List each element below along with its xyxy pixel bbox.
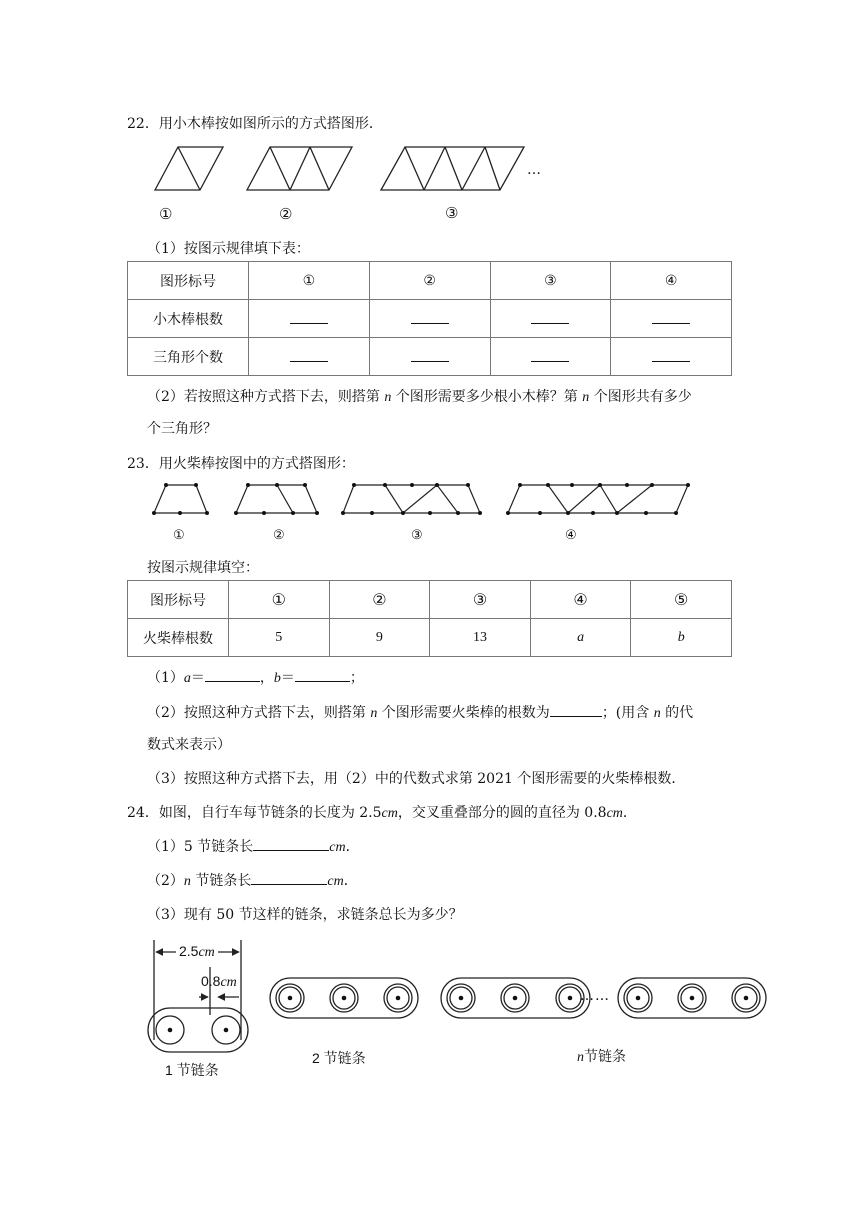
table-header-cell: ④ bbox=[530, 581, 631, 619]
table-row bbox=[128, 300, 732, 338]
text-segment: ； bbox=[349, 670, 364, 686]
q24-title bbox=[127, 802, 637, 822]
q24-chain-figure bbox=[0, 935, 860, 1095]
answer-blank-cell bbox=[249, 338, 370, 376]
answer-blank-cell bbox=[611, 300, 732, 338]
q22-ellipsis: … bbox=[527, 162, 541, 178]
table-row bbox=[128, 262, 732, 300]
table-cell: 5 bbox=[229, 619, 330, 657]
text-segment: （1）5 节链条长 bbox=[147, 839, 254, 855]
q23-intro: 按图示规律填空： bbox=[147, 560, 259, 576]
text-segment: ． bbox=[343, 873, 358, 889]
q23-figure-label-4: ④ bbox=[565, 528, 577, 543]
table-cell: 13 bbox=[430, 619, 531, 657]
unit: cm bbox=[381, 806, 398, 821]
q24-part3: （3）现有 50 节这样的链条，求链条总长为多少？ bbox=[147, 907, 463, 923]
text-segment: ＝ bbox=[190, 670, 205, 686]
q22-figure-label-1: ① bbox=[159, 205, 173, 223]
answer-blank bbox=[531, 309, 569, 324]
answer-blank-cell bbox=[369, 338, 490, 376]
q23-table bbox=[127, 580, 732, 657]
answer-blank bbox=[531, 347, 569, 362]
table-header-cell: ① bbox=[229, 581, 330, 619]
variable-n: n bbox=[577, 1050, 584, 1065]
q22-figure-label-3: ③ bbox=[445, 204, 459, 222]
answer-blank-cell bbox=[369, 300, 490, 338]
table-header-cell: 图形标号 bbox=[128, 262, 249, 300]
table-row bbox=[128, 338, 732, 376]
q22-figure-label-2: ② bbox=[279, 205, 293, 223]
table-row bbox=[128, 619, 732, 657]
text-segment: ． bbox=[345, 839, 360, 855]
variable-n: n bbox=[384, 390, 392, 405]
q23-figure-label-2: ② bbox=[273, 528, 285, 543]
text-segment: （2） bbox=[147, 873, 184, 889]
variable-n: n bbox=[370, 706, 378, 721]
answer-blank bbox=[652, 309, 690, 324]
chain-label-2: 2 节链条 bbox=[312, 1050, 366, 1066]
text-segment: 24．如图，自行车每节链条的长度为 2.5 bbox=[127, 805, 382, 821]
table-header-cell: 图形标号 bbox=[128, 581, 229, 619]
q23-figure-label-1: ① bbox=[173, 528, 185, 543]
table-cell: a bbox=[530, 619, 631, 657]
variable-a: a bbox=[183, 671, 191, 686]
text-segment: ＝ bbox=[280, 670, 295, 686]
chain-dots: …… bbox=[580, 988, 610, 1004]
q22-part2-line2: 个三角形？ bbox=[147, 421, 217, 437]
chain-label-n bbox=[577, 1046, 626, 1066]
text-segment: （1） bbox=[147, 670, 184, 686]
q23-part1 bbox=[147, 667, 364, 687]
text-segment: （2）若按照这种方式搭下去，则搭第 bbox=[147, 389, 385, 405]
text-segment: 节链条长 bbox=[190, 873, 252, 889]
table-header-cell: ③ bbox=[490, 262, 611, 300]
text-segment: 个图形需要火柴棒的根数为 bbox=[377, 705, 550, 721]
answer-blank-cell bbox=[249, 300, 370, 338]
table-cell: 9 bbox=[329, 619, 430, 657]
answer-blank bbox=[253, 836, 329, 851]
variable-n: n bbox=[183, 874, 191, 889]
unit: cm bbox=[220, 975, 237, 990]
text-segment: ． bbox=[622, 805, 637, 821]
table-header-cell: ④ bbox=[611, 262, 732, 300]
answer-blank bbox=[411, 347, 449, 362]
q22-table bbox=[127, 261, 732, 376]
q24-part1 bbox=[147, 836, 360, 856]
unit: cm bbox=[198, 945, 215, 960]
chain-label-1: 1 节链条 bbox=[165, 1062, 219, 1078]
answer-blank-cell bbox=[611, 338, 732, 376]
answer-blank-cell bbox=[490, 300, 611, 338]
unit: cm bbox=[329, 840, 346, 855]
answer-blank bbox=[652, 347, 690, 362]
table-header-cell: ② bbox=[369, 262, 490, 300]
text-segment: ，交叉重叠部分的圆的直径为 0.8 bbox=[397, 805, 607, 821]
text-segment: ， bbox=[259, 670, 274, 686]
table-header-cell: ⑤ bbox=[631, 581, 732, 619]
text-segment: 节链条 bbox=[584, 1048, 626, 1064]
text-segment: ；(用含 bbox=[601, 705, 654, 721]
text-segment: 个图形需要多少根小木棒？第 bbox=[391, 389, 583, 405]
answer-blank bbox=[251, 870, 327, 885]
variable-n: n bbox=[653, 706, 661, 721]
q23-figure-label-3: ③ bbox=[411, 528, 423, 543]
q23-part3: （3）按照这种方式搭下去，用（2）中的代数式求第 2021 个图形需要的火柴棒根数． bbox=[147, 771, 686, 787]
text-segment: 的代 bbox=[660, 705, 694, 721]
q22-figures bbox=[0, 140, 860, 220]
row-label: 火柴棒根数 bbox=[128, 619, 229, 657]
variable-b: b bbox=[273, 671, 281, 686]
row-label: 三角形个数 bbox=[128, 338, 249, 376]
table-cell: b bbox=[631, 619, 732, 657]
q22-title: 22．用小木棒按如图所示的方式搭图形． bbox=[127, 116, 383, 132]
unit: cm bbox=[327, 874, 344, 889]
answer-blank bbox=[290, 347, 328, 362]
variable-n: n bbox=[582, 390, 590, 405]
answer-blank bbox=[550, 702, 602, 717]
text-segment: 0.8 bbox=[201, 973, 221, 989]
row-label: 小木棒根数 bbox=[128, 300, 249, 338]
table-row bbox=[128, 581, 732, 619]
chain-dim-diameter bbox=[201, 973, 237, 991]
table-header-cell: ① bbox=[249, 262, 370, 300]
table-header-cell: ③ bbox=[430, 581, 531, 619]
q22-part2-line1 bbox=[147, 386, 692, 406]
chain-dim-length bbox=[179, 943, 215, 961]
q23-title: 23．用火柴棒按图中的方式搭图形： bbox=[127, 456, 355, 472]
text-segment: 个图形共有多少 bbox=[589, 389, 692, 405]
answer-blank-cell bbox=[490, 338, 611, 376]
q23-part2-line1 bbox=[147, 702, 693, 722]
answer-blank bbox=[411, 309, 449, 324]
q23-figures bbox=[0, 480, 860, 520]
q23-part2-line2: 数式来表示） bbox=[147, 737, 231, 753]
text-segment: （2）按照这种方式搭下去，则搭第 bbox=[147, 705, 371, 721]
answer-blank bbox=[295, 667, 350, 682]
answer-blank bbox=[205, 667, 260, 682]
table-header-cell: ② bbox=[329, 581, 430, 619]
answer-blank bbox=[290, 309, 328, 324]
q22-part1: （1）按图示规律填下表： bbox=[147, 241, 310, 257]
unit: cm bbox=[606, 806, 623, 821]
q24-part2 bbox=[147, 870, 358, 890]
text-segment: 2.5 bbox=[179, 943, 199, 959]
